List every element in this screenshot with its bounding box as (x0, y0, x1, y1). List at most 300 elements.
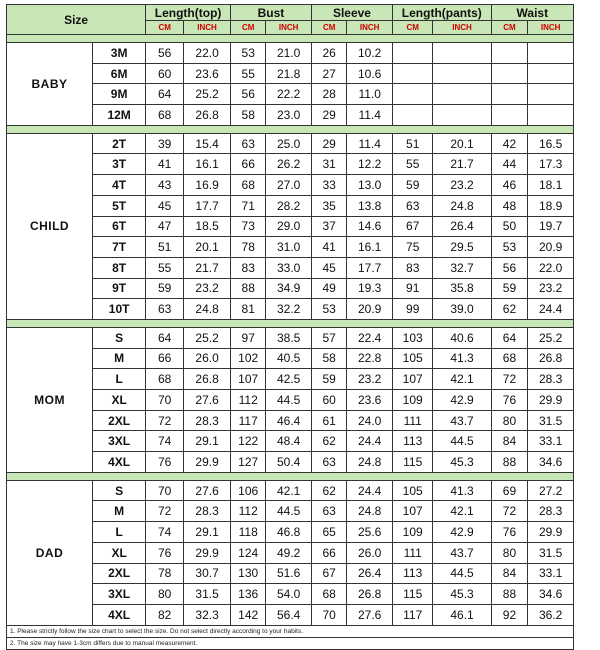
measurement-cell: 28.3 (184, 410, 231, 431)
measurement-cell (392, 105, 432, 126)
measurement-cell: 76 (146, 542, 184, 563)
size-cell: 12M (93, 105, 146, 126)
measurement-cell: 130 (230, 563, 265, 584)
separator-cell (7, 125, 574, 133)
measurement-cell: 29.9 (528, 522, 574, 543)
measurement-cell: 72 (491, 501, 528, 522)
size-cell: 3XL (93, 431, 146, 452)
measurement-cell: 68 (311, 584, 346, 605)
measurement-cell: 66 (311, 542, 346, 563)
measurement-cell: 15.4 (184, 133, 231, 154)
measurement-cell: 13.8 (347, 195, 393, 216)
unit-inch: INCH (433, 21, 491, 35)
measurement-cell: 22.2 (266, 84, 312, 105)
measurement-cell: 63 (392, 195, 432, 216)
measurement-cell: 31.5 (528, 542, 574, 563)
measurement-cell: 70 (146, 480, 184, 501)
measurement-cell: 29.9 (184, 542, 231, 563)
measurement-cell: 59 (146, 278, 184, 299)
size-chart-table (6, 4, 574, 650)
measurement-cell: 117 (392, 604, 432, 625)
measurement-cell: 24.8 (347, 501, 393, 522)
measurement-cell: 66 (146, 348, 184, 369)
measurement-cell: 41.3 (433, 348, 491, 369)
measurement-cell: 29.9 (528, 390, 574, 411)
measurement-cell (392, 84, 432, 105)
measurement-cell: 55 (230, 63, 265, 84)
measurement-cell: 26 (311, 43, 346, 64)
measurement-cell: 29.1 (184, 431, 231, 452)
size-cell: 2T (93, 133, 146, 154)
measurement-cell: 102 (230, 348, 265, 369)
size-cell: 8T (93, 257, 146, 278)
measurement-cell: 127 (230, 452, 265, 473)
measurement-cell: 42.1 (433, 369, 491, 390)
measurement-cell: 25.2 (184, 327, 231, 348)
size-cell: 3XL (93, 584, 146, 605)
measurement-cell: 23.2 (433, 175, 491, 196)
measurement-cell: 33.0 (266, 257, 312, 278)
measurement-cell: 24.4 (347, 480, 393, 501)
measurement-cell: 69 (491, 480, 528, 501)
measurement-cell: 117 (230, 410, 265, 431)
measurement-cell: 14.6 (347, 216, 393, 237)
measurement-cell: 105 (392, 480, 432, 501)
measurement-cell: 63 (311, 452, 346, 473)
measurement-cell: 29.9 (184, 452, 231, 473)
measurement-cell: 72 (491, 369, 528, 390)
measurement-cell: 35.8 (433, 278, 491, 299)
measurement-cell: 67 (311, 563, 346, 584)
measurement-cell: 76 (491, 390, 528, 411)
measurement-cell: 72 (146, 410, 184, 431)
size-cell: 7T (93, 237, 146, 258)
measurement-cell: 57 (311, 327, 346, 348)
measurement-cell: 46.4 (266, 410, 312, 431)
measurement-cell: 25.2 (184, 84, 231, 105)
group-label: MOM (7, 327, 93, 472)
measurement-cell: 28.3 (184, 501, 231, 522)
measurement-cell: 28.3 (528, 501, 574, 522)
measurement-cell: 53 (311, 299, 346, 320)
measurement-cell: 20.9 (528, 237, 574, 258)
measurement-cell: 29.5 (433, 237, 491, 258)
measurement-cell: 16.5 (528, 133, 574, 154)
measurement-cell: 45.3 (433, 452, 491, 473)
measurement-cell: 28 (311, 84, 346, 105)
measurement-cell: 31.0 (266, 237, 312, 258)
measurement-cell: 103 (392, 327, 432, 348)
measurement-cell: 21.0 (266, 43, 312, 64)
measurement-cell: 21.7 (184, 257, 231, 278)
measurement-cell: 23.6 (184, 63, 231, 84)
note-text: 1. Please strictly follow the size chart to select the size. Do not select directly according to your habits. (7, 625, 574, 637)
measurement-cell: 23.6 (347, 390, 393, 411)
measurement-cell: 11.0 (347, 84, 393, 105)
measurement-cell: 27.6 (184, 390, 231, 411)
measurement-cell: 25.2 (528, 327, 574, 348)
unit-cm: CM (146, 21, 184, 35)
measurement-cell: 51 (392, 133, 432, 154)
measurement-cell: 25.0 (266, 133, 312, 154)
measurement-cell: 113 (392, 563, 432, 584)
size-cell: XL (93, 390, 146, 411)
unit-inch: INCH (528, 21, 574, 35)
measurement-cell: 76 (491, 522, 528, 543)
measurement-cell: 24.8 (347, 452, 393, 473)
measurement-cell: 19.7 (528, 216, 574, 237)
measurement-cell: 64 (146, 327, 184, 348)
measurement-cell: 62 (311, 431, 346, 452)
measurement-cell: 26.4 (347, 563, 393, 584)
measurement-cell: 44.5 (433, 563, 491, 584)
measurement-cell: 26.0 (184, 348, 231, 369)
measurement-cell: 105 (392, 348, 432, 369)
measurement-cell: 83 (392, 257, 432, 278)
note-row (7, 625, 574, 637)
measurement-cell (491, 63, 528, 84)
measurement-cell: 10.2 (347, 43, 393, 64)
measurement-cell: 34.6 (528, 584, 574, 605)
measurement-cell: 60 (146, 63, 184, 84)
measurement-cell: 44.5 (433, 431, 491, 452)
measurement-cell: 76 (146, 452, 184, 473)
measurement-cell: 88 (491, 452, 528, 473)
size-cell: 2XL (93, 410, 146, 431)
measurement-cell: 24.4 (347, 431, 393, 452)
measurement-cell: 22.0 (528, 257, 574, 278)
measurement-cell: 17.7 (184, 195, 231, 216)
measurement-cell: 46 (491, 175, 528, 196)
measurement-cell: 29.0 (266, 216, 312, 237)
measurement-cell: 34.9 (266, 278, 312, 299)
table-row (7, 480, 574, 501)
measurement-cell: 41 (146, 154, 184, 175)
measurement-cell: 17.7 (347, 257, 393, 278)
measurement-cell: 24.8 (433, 195, 491, 216)
unit-inch: INCH (347, 21, 393, 35)
size-cell: XL (93, 542, 146, 563)
measurement-cell: 32.3 (184, 604, 231, 625)
size-cell: 2XL (93, 563, 146, 584)
measurement-cell: 68 (230, 175, 265, 196)
measurement-cell: 56 (146, 43, 184, 64)
measurement-cell: 63 (146, 299, 184, 320)
measurement-cell: 42.1 (266, 480, 312, 501)
measurement-cell: 16.9 (184, 175, 231, 196)
measurement-cell: 20.9 (347, 299, 393, 320)
measurement-cell: 68 (491, 348, 528, 369)
measurement-cell: 28.3 (528, 369, 574, 390)
separator-cell (7, 35, 574, 43)
measurement-cell: 12.2 (347, 154, 393, 175)
measurement-cell: 80 (491, 410, 528, 431)
measurement-cell: 33.1 (528, 563, 574, 584)
measurement-cell: 24.8 (184, 299, 231, 320)
measurement-cell: 107 (230, 369, 265, 390)
measurement-cell: 80 (491, 542, 528, 563)
measurement-cell: 53 (491, 237, 528, 258)
measurement-cell: 25.6 (347, 522, 393, 543)
unit-cm: CM (311, 21, 346, 35)
measurement-cell: 26.4 (433, 216, 491, 237)
measurement-cell: 92 (491, 604, 528, 625)
group-separator (7, 35, 574, 43)
measurement-cell: 50 (491, 216, 528, 237)
table-row (7, 43, 574, 64)
measurement-cell: 20.1 (433, 133, 491, 154)
measurement-cell: 49 (311, 278, 346, 299)
measurement-cell: 50.4 (266, 452, 312, 473)
column-header-waist: Waist (491, 5, 573, 21)
measurement-cell: 53 (230, 43, 265, 64)
measurement-cell: 41.3 (433, 480, 491, 501)
measurement-cell: 32.7 (433, 257, 491, 278)
measurement-cell: 26.0 (347, 542, 393, 563)
measurement-cell: 17.3 (528, 154, 574, 175)
measurement-cell: 62 (311, 480, 346, 501)
measurement-cell: 122 (230, 431, 265, 452)
measurement-cell: 30.7 (184, 563, 231, 584)
measurement-cell: 112 (230, 501, 265, 522)
measurement-cell: 18.5 (184, 216, 231, 237)
measurement-cell: 97 (230, 327, 265, 348)
measurement-cell (392, 43, 432, 64)
size-cell: 9T (93, 278, 146, 299)
measurement-cell: 23.0 (266, 105, 312, 126)
measurement-cell: 23.2 (528, 278, 574, 299)
measurement-cell: 32.2 (266, 299, 312, 320)
measurement-cell: 115 (392, 452, 432, 473)
measurement-cell: 18.9 (528, 195, 574, 216)
measurement-cell: 22.4 (347, 327, 393, 348)
measurement-cell: 99 (392, 299, 432, 320)
measurement-cell: 27.6 (184, 480, 231, 501)
measurement-cell: 56 (491, 257, 528, 278)
note-row (7, 637, 574, 649)
measurement-cell: 109 (392, 522, 432, 543)
size-cell: 4XL (93, 604, 146, 625)
measurement-cell: 64 (146, 84, 184, 105)
measurement-cell: 88 (491, 584, 528, 605)
measurement-cell: 51 (146, 237, 184, 258)
measurement-cell: 73 (230, 216, 265, 237)
measurement-cell: 33.1 (528, 431, 574, 452)
measurement-cell: 55 (146, 257, 184, 278)
group-label: DAD (7, 480, 93, 625)
measurement-cell: 21.8 (266, 63, 312, 84)
measurement-cell: 67 (392, 216, 432, 237)
measurement-cell: 91 (392, 278, 432, 299)
size-cell: 3T (93, 154, 146, 175)
size-cell: 9M (93, 84, 146, 105)
measurement-cell (491, 43, 528, 64)
measurement-cell (433, 63, 491, 84)
measurement-cell: 24.4 (528, 299, 574, 320)
column-header-length-pants: Length(pants) (392, 5, 491, 21)
unit-cm: CM (392, 21, 432, 35)
measurement-cell: 23.2 (347, 369, 393, 390)
measurement-cell: 63 (311, 501, 346, 522)
measurement-cell: 43.7 (433, 542, 491, 563)
measurement-cell (392, 63, 432, 84)
measurement-cell: 80 (146, 584, 184, 605)
unit-cm: CM (230, 21, 265, 35)
measurement-cell: 27.0 (266, 175, 312, 196)
size-column-header: Size (7, 5, 146, 35)
measurement-cell: 11.4 (347, 133, 393, 154)
group-separator (7, 125, 574, 133)
measurement-cell (528, 63, 574, 84)
note-text: 2. The size may have 1-3cm differs due to manual measurement. (7, 637, 574, 649)
measurement-cell: 64 (491, 327, 528, 348)
measurement-cell: 83 (230, 257, 265, 278)
size-cell: L (93, 522, 146, 543)
measurement-cell: 31.5 (528, 410, 574, 431)
measurement-cell: 81 (230, 299, 265, 320)
measurement-cell: 35 (311, 195, 346, 216)
measurement-cell: 58 (230, 105, 265, 126)
measurement-cell: 68 (146, 369, 184, 390)
measurement-cell: 88 (230, 278, 265, 299)
measurement-cell: 68 (146, 105, 184, 126)
measurement-cell: 46.1 (433, 604, 491, 625)
measurement-cell: 142 (230, 604, 265, 625)
size-cell: 4T (93, 175, 146, 196)
measurement-cell: 112 (230, 390, 265, 411)
measurement-cell: 44.5 (266, 501, 312, 522)
measurement-cell: 70 (311, 604, 346, 625)
measurement-cell: 26.8 (184, 369, 231, 390)
measurement-cell: 29.1 (184, 522, 231, 543)
measurement-cell: 62 (491, 299, 528, 320)
measurement-cell: 29 (311, 133, 346, 154)
size-cell: 3M (93, 43, 146, 64)
measurement-cell: 65 (311, 522, 346, 543)
measurement-cell (491, 105, 528, 126)
measurement-cell: 113 (392, 431, 432, 452)
measurement-cell: 42 (491, 133, 528, 154)
measurement-cell: 37 (311, 216, 346, 237)
measurement-cell: 75 (392, 237, 432, 258)
measurement-cell: 22.8 (347, 348, 393, 369)
measurement-cell: 43 (146, 175, 184, 196)
measurement-cell: 42.1 (433, 501, 491, 522)
measurement-cell: 49.2 (266, 542, 312, 563)
group-label: BABY (7, 43, 93, 126)
measurement-cell: 33 (311, 175, 346, 196)
measurement-cell: 26.8 (347, 584, 393, 605)
measurement-cell: 40.6 (433, 327, 491, 348)
measurement-cell: 82 (146, 604, 184, 625)
size-cell: 6T (93, 216, 146, 237)
separator-cell (7, 472, 574, 480)
measurement-cell: 31.5 (184, 584, 231, 605)
measurement-cell: 28.2 (266, 195, 312, 216)
unit-inch: INCH (184, 21, 231, 35)
size-cell: L (93, 369, 146, 390)
measurement-cell (433, 84, 491, 105)
measurement-cell: 46.8 (266, 522, 312, 543)
table-row (7, 133, 574, 154)
measurement-cell: 44.5 (266, 390, 312, 411)
measurement-cell: 21.7 (433, 154, 491, 175)
measurement-cell: 56 (230, 84, 265, 105)
measurement-cell: 109 (392, 390, 432, 411)
measurement-cell: 84 (491, 563, 528, 584)
measurement-cell: 59 (491, 278, 528, 299)
measurement-cell: 58 (311, 348, 346, 369)
measurement-cell: 48.4 (266, 431, 312, 452)
measurement-cell: 18.1 (528, 175, 574, 196)
measurement-cell: 42.9 (433, 390, 491, 411)
column-header-bust: Bust (230, 5, 311, 21)
measurement-cell: 54.0 (266, 584, 312, 605)
measurement-cell: 27.2 (528, 480, 574, 501)
separator-cell (7, 319, 574, 327)
measurement-cell: 16.1 (347, 237, 393, 258)
measurement-cell: 47 (146, 216, 184, 237)
measurement-cell: 27 (311, 63, 346, 84)
measurement-cell: 44 (491, 154, 528, 175)
measurement-cell: 29 (311, 105, 346, 126)
measurement-cell: 107 (392, 501, 432, 522)
measurement-cell: 39.0 (433, 299, 491, 320)
measurement-cell: 40.5 (266, 348, 312, 369)
measurement-cell: 16.1 (184, 154, 231, 175)
size-cell: S (93, 480, 146, 501)
measurement-cell: 38.5 (266, 327, 312, 348)
measurement-cell: 36.2 (528, 604, 574, 625)
measurement-cell: 55 (392, 154, 432, 175)
measurement-cell: 78 (230, 237, 265, 258)
measurement-cell (528, 84, 574, 105)
measurement-cell: 59 (392, 175, 432, 196)
measurement-cell: 31 (311, 154, 346, 175)
measurement-cell: 26.8 (184, 105, 231, 126)
measurement-cell: 34.6 (528, 452, 574, 473)
size-cell: M (93, 348, 146, 369)
measurement-cell: 111 (392, 410, 432, 431)
measurement-cell: 136 (230, 584, 265, 605)
measurement-cell: 111 (392, 542, 432, 563)
measurement-cell: 10.6 (347, 63, 393, 84)
column-header-length-top: Length(top) (146, 5, 231, 21)
measurement-cell (528, 105, 574, 126)
measurement-cell: 42.9 (433, 522, 491, 543)
measurement-cell: 74 (146, 431, 184, 452)
group-label: CHILD (7, 133, 93, 319)
column-header-sleeve: Sleeve (311, 5, 392, 21)
measurement-cell: 42.5 (266, 369, 312, 390)
measurement-cell: 60 (311, 390, 346, 411)
size-cell: M (93, 501, 146, 522)
measurement-cell: 43.7 (433, 410, 491, 431)
measurement-cell (433, 105, 491, 126)
measurement-cell: 84 (491, 431, 528, 452)
measurement-cell: 45 (146, 195, 184, 216)
measurement-cell: 48 (491, 195, 528, 216)
measurement-cell: 11.4 (347, 105, 393, 126)
measurement-cell: 26.8 (528, 348, 574, 369)
measurement-cell: 20.1 (184, 237, 231, 258)
measurement-cell: 107 (392, 369, 432, 390)
measurement-cell: 22.0 (184, 43, 231, 64)
measurement-cell: 45 (311, 257, 346, 278)
size-cell: 10T (93, 299, 146, 320)
size-cell: S (93, 327, 146, 348)
measurement-cell: 71 (230, 195, 265, 216)
